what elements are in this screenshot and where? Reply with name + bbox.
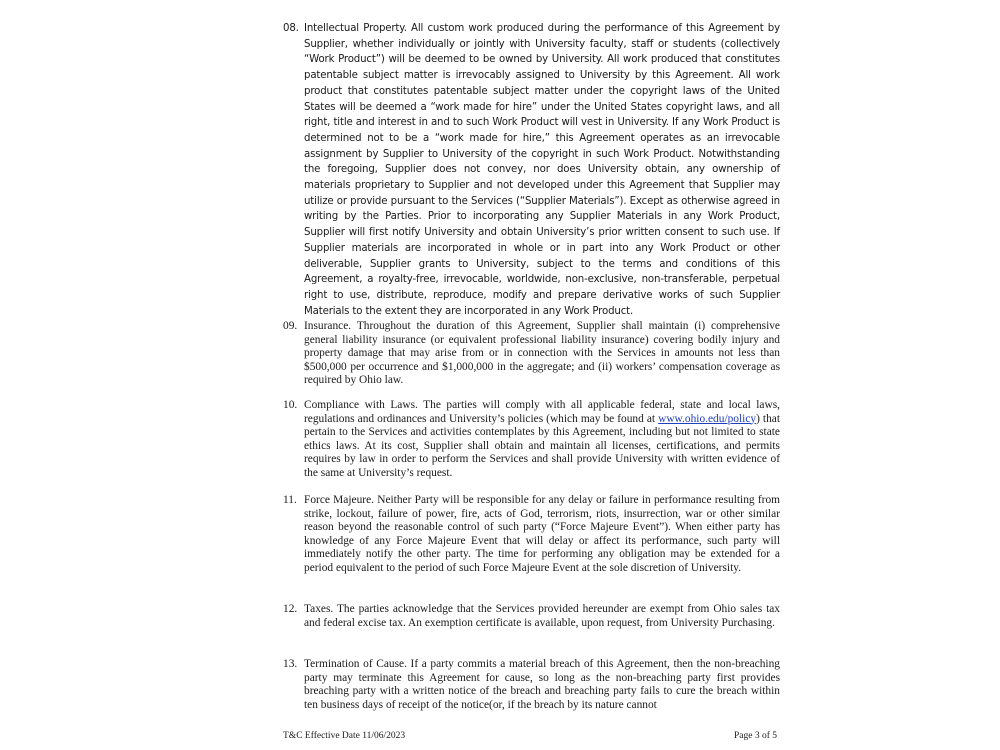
clause-text: Force Majeure. Neither Party will be responsible for any delay or failure in performance resulting from strike, lockout, failure of power, fire, acts of God, terrorism, riots, insurrection, war or other similar reason beyond the reasonable control of such party (“Force Majeure Event”). When either party has knowledge of any Force Majeure Event that will delay or affect its performance, such party will immediately notify the other party. The time for performing any obligation may be extended for a period equivalent to the period of such Force Majeure Event at the sole discretion of University. [304,494,780,574]
clause-termination-of-cause [283,658,780,723]
clause-text-part: Compliance with Laws. The parties will comply with all applicable federal, state and local laws, regulations and ordinances and University’s policies (which may be found at [304,399,780,425]
clause-text [304,399,780,480]
clause-number: 10. [283,399,298,411]
clause-number: 12. [283,603,298,615]
clause-number: 11. [283,494,297,506]
clause-intellectual-property [283,21,780,319]
clause-compliance-with-laws [283,399,780,480]
policy-link[interactable]: www.ohio.edu/policy [658,412,757,425]
clause-text-part: ) that pertain to the Services and activities contemplates by this Agreement, including but not limited to state ethics laws. At its cost, Supplier shall obtain and maintain all licenses, certifications, and permits requires by law in order to perform the Services and shall provide University with written evidence of the same at University’s request. [304,412,780,479]
footer-effective-date: T&C Effective Date 11/06/2023 [283,731,406,741]
clause-number: 08. [283,23,299,34]
clause-number: 13. [283,658,298,670]
footer-page-number: Page 3 of 5 [734,731,778,741]
clause-text: Taxes. The parties acknowledge that the Services provided hereunder are exempt from Ohio sales tax and federal excise tax. An exemption certificate is available, upon request, from University Purchasing. [304,603,780,629]
clause-force-majeure [283,494,780,575]
clause-insurance [283,320,780,388]
clause-text: Intellectual Property. All custom work produced during the performance of this Agreement by Supplier, whether individually or jointly with University faculty, staff or students (collectively “Work Product”) will be deemed to be owned by University. All work produced that constitutes patentable subject matter is irrevocably assigned to University by this Agreement. All work product that constitutes patentable subject matter under the copyright laws of the United States will be deemed a “work made for hire” under the United States copyright laws, and all right, title and interest in and to such Work Product will vest in University. If any Work Product is determined not to be a “work made for hire,” this Agreement operates as an irrevocable assignment by Supplier to University of the copyright in such Work Product. Notwithstanding the foregoing, Supplier does not convey, nor does University obtain, any ownership of materials proprietary to Supplier and not developed under this Agreement that Supplier may utilize or provide pursuant to the Services (“Supplier Materials”). Except as otherwise agreed in writing by the Parties. Prior to incorporating any Supplier Materials in any Work Product, Supplier will first notify University and obtain University’s prior written consent to such use. If Supplier materials are incorporated in whole or in part into any Work Product or other deliverable, Supplier grants to University, subject to the terms and conditions of this Agreement, a royalty-free, irrevocable, worldwide, non-exclusive, non-transferable, perpetual right to use, distribute, reproduce, modify and prepare derivative works of such Supplier Materials to the extent they are incorporated in any Work Product. [304,23,780,317]
clause-text: Insurance. Throughout the duration of this Agreement, Supplier shall maintain (i) comprehensive general liability insurance (or equivalent professional liability insurance) covering bodily injury and property damage that may arise from or in connection with the Services in amounts not less than $500,000 per occurrence and $1,000,000 in the aggregate; and (ii) workers’ compensation coverage as required by Ohio law. [304,320,780,386]
clause-taxes [283,603,780,630]
clause-text: Termination of Cause. If a party commits a material breach of this Agreement, then the non-breaching party may terminate this Agreement for cause, so long as the non-breaching party first provides breaching party with a written notice of the breach and breaching party fails to cure the breach within ten business days of receipt of the notice(or, if the breach by its nature cannot [304,658,780,711]
clause-number: 09. [283,320,298,332]
